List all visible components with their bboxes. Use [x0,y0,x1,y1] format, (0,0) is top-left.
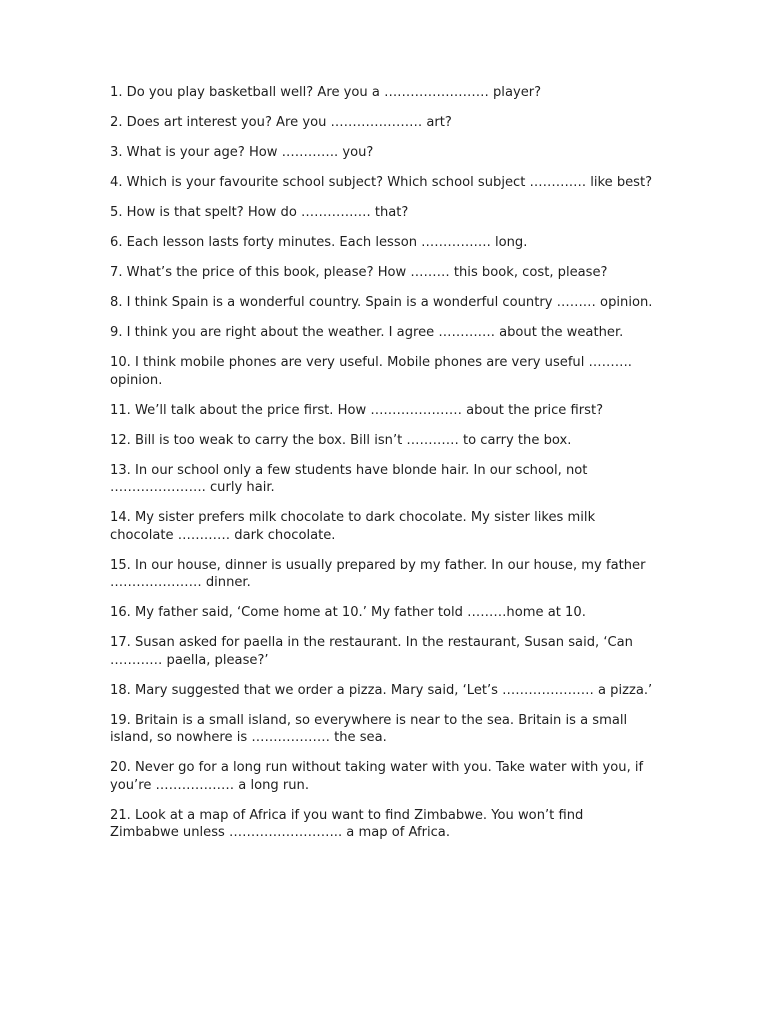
exercise-item-18: 18. Mary suggested that we order a pizza. Mary said, ‘Let’s ………………… a pizza.’ [110,682,653,698]
exercise-list [110,84,655,854]
exercise-item-4: 4. Which is your favourite school subject? Which school subject …………. like best? [110,175,653,190]
exercise-item-12: 12. Bill is too weak to carry the box. Bill isn’t ………… to carry the box. [110,432,572,448]
exercise-item-16: 16. My father said, ‘Come home at 10.’ My father told ………home at 10. [110,605,586,620]
exercise-item-21: 21. Look at a map of Africa if you want to find Zimbabwe. You won’t find Zimbabwe unless …………………….. a map of Africa. [110,807,584,840]
exercise-item-19: 19. Britain is a small island, so everywhere is near to the sea. Britain is a small island, so nowhere is ……………… the sea. [110,712,628,745]
exercise-item-1: 1. Do you play basketball well? Are you a …………………… player? [110,85,542,100]
exercise-item-7: 7. What’s the price of this book, please? How ……… this book, cost, please? [110,265,608,280]
exercise-item-5: 5. How is that spelt? How do ……………. that? [110,205,409,220]
exercise-item-20: 20. Never go for a long run without taking water with you. Take water with you, if you’re ……………… a long run. [110,760,644,793]
exercise-item-2: 2. Does art interest you? Are you ………………… art? [110,115,452,130]
exercise-item-3: 3. What is your age? How …………. you? [110,145,374,160]
exercise-item-8: 8. I think Spain is a wonderful country. Spain is a wonderful country ……… opinion. [110,295,653,310]
exercise-item-13: 13. In our school only a few students have blonde hair. In our school, not …………………. curly hair. [110,462,588,495]
exercise-item-11: 11. We’ll talk about the price first. How ………………… about the price first? [110,402,604,418]
exercise-item-15: 15. In our house, dinner is usually prepared by my father. In our house, my father ………………… dinner. [110,557,646,590]
exercise-item-17: 17. Susan asked for paella in the restaurant. In the restaurant, Susan said, ‘Can ………… paella, please?’ [110,635,633,668]
exercise-item-6: 6. Each lesson lasts forty minutes. Each lesson ……………. long. [110,235,528,250]
exercise-item-10: 10. I think mobile phones are very useful. Mobile phones are very useful ………. opinion. [110,355,632,388]
exercise-item-9: 9. I think you are right about the weather. I agree …………. about the weather. [110,325,624,340]
exercise-item-14: 14. My sister prefers milk chocolate to dark chocolate. My sister likes milk chocolate ………… dark chocolate. [110,510,596,543]
